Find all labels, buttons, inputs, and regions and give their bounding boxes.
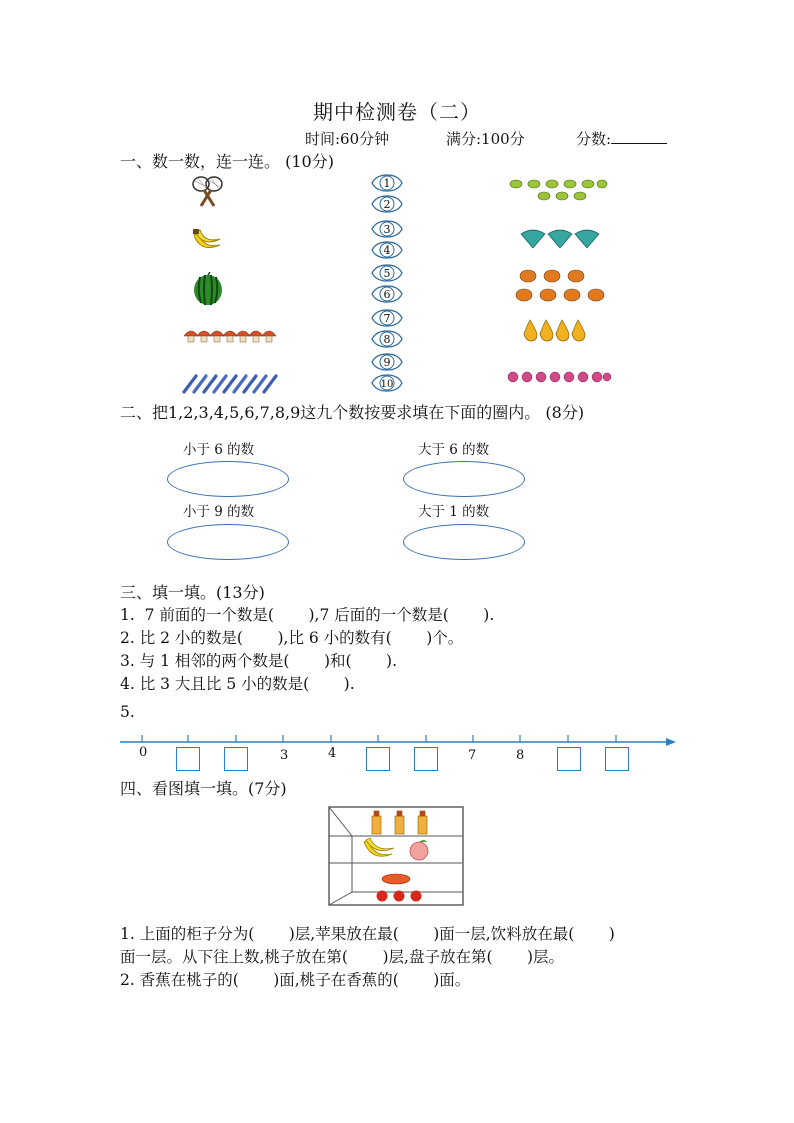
label-greater-than-1: 大于 1 的数 xyxy=(418,504,490,520)
numberline-box-1[interactable] xyxy=(176,747,200,771)
number-badge-label: 10 xyxy=(380,379,394,390)
flowers-icon xyxy=(505,370,613,384)
number-badge-6[interactable] xyxy=(370,285,404,303)
candies-icon xyxy=(508,177,608,203)
question-3-5: 5. xyxy=(120,703,135,721)
number-line xyxy=(118,732,678,752)
label-greater-than-6: 大于 6 的数 xyxy=(418,442,490,458)
cabinet-picture xyxy=(328,806,464,906)
oval-less-than-9[interactable] xyxy=(167,524,289,560)
numberline-box-10[interactable] xyxy=(605,747,629,771)
number-badge-10[interactable] xyxy=(370,374,404,392)
number-badge-label: 9 xyxy=(383,356,391,369)
number-badge-4[interactable] xyxy=(370,241,404,259)
full-score: 满分:100分 xyxy=(446,130,525,148)
pears-icon xyxy=(522,318,588,342)
number-badge-2[interactable] xyxy=(370,195,404,213)
number-badge-label: 4 xyxy=(383,244,391,257)
fans-icon xyxy=(520,228,600,250)
numberline-label-0: 0 xyxy=(139,745,148,760)
page-title: 期中检测卷（二） xyxy=(313,100,481,124)
number-badge-label: 2 xyxy=(383,198,391,211)
question-4-1b: 面一层。从下往上数,桃子放在第( )层,盘子放在第( )层。 xyxy=(120,948,565,966)
number-badge-3[interactable] xyxy=(370,220,404,238)
oval-greater-than-6[interactable] xyxy=(403,461,525,497)
goldfish-icon xyxy=(514,268,606,304)
banana-icon xyxy=(190,225,224,255)
numberline-box-5[interactable] xyxy=(366,747,390,771)
number-badge-label: 5 xyxy=(383,267,391,280)
question-3-2: 2. 比 2 小的数是( ),比 6 小的数有( )个。 xyxy=(120,629,464,647)
number-badge-label: 1 xyxy=(383,177,391,190)
question-4-2: 2. 香蕉在桃子的( )面,桃子在香蕉的( )面。 xyxy=(120,971,471,989)
numberline-box-9[interactable] xyxy=(557,747,581,771)
number-badge-9[interactable] xyxy=(370,353,404,371)
score-label xyxy=(576,128,667,149)
question-3-4: 4. 比 3 大且比 5 小的数是( ). xyxy=(120,675,355,693)
numberline-box-6[interactable] xyxy=(414,747,438,771)
label-less-than-6: 小于 6 的数 xyxy=(183,442,255,458)
pencils-icon xyxy=(180,372,282,394)
oval-less-than-6[interactable] xyxy=(167,461,289,497)
section-1-title: 一、数一数，连一连。 (10分) xyxy=(120,152,334,171)
oval-greater-than-1[interactable] xyxy=(403,524,525,560)
watermelon-icon xyxy=(192,272,224,306)
number-badge-label: 8 xyxy=(383,333,391,346)
section-2-title: 二、把1,2,3,4,5,6,7,8,9这九个数按要求填在下面的圈内。 (8分) xyxy=(120,403,585,422)
number-badge-label: 3 xyxy=(383,223,391,236)
racket-icon xyxy=(190,175,226,209)
numberline-box-2[interactable] xyxy=(224,747,248,771)
question-4-1a: 1. 上面的柜子分为( )层,苹果放在最( )面一层,饮料放在最( ) xyxy=(120,925,615,943)
score-blank[interactable] xyxy=(611,129,667,144)
number-badge-5[interactable] xyxy=(370,264,404,282)
numberline-label-7: 7 xyxy=(468,748,477,763)
question-3-3: 3. 与 1 相邻的两个数是( )和( ). xyxy=(120,652,398,670)
label-less-than-9: 小于 9 的数 xyxy=(183,504,255,520)
time-limit: 时间:60分钟 xyxy=(305,130,390,148)
section-3-title: 三、填一填。(13分) xyxy=(120,583,265,602)
number-badge-label: 6 xyxy=(383,288,391,301)
number-badge-8[interactable] xyxy=(370,330,404,348)
numberline-label-4: 4 xyxy=(328,746,337,761)
numberline-label-8: 8 xyxy=(516,748,525,763)
section-4-title: 四、看图填一填。(7分) xyxy=(120,779,287,798)
mushrooms-icon xyxy=(182,327,282,345)
number-badge-1[interactable] xyxy=(370,174,404,192)
question-3-1: 1. 7 前面的一个数是( ),7 后面的一个数是( ). xyxy=(120,606,495,624)
number-badge-label: 7 xyxy=(383,312,391,325)
number-badge-7[interactable] xyxy=(370,309,404,327)
score-text: 分数: xyxy=(576,130,612,148)
numberline-label-3: 3 xyxy=(280,748,289,763)
